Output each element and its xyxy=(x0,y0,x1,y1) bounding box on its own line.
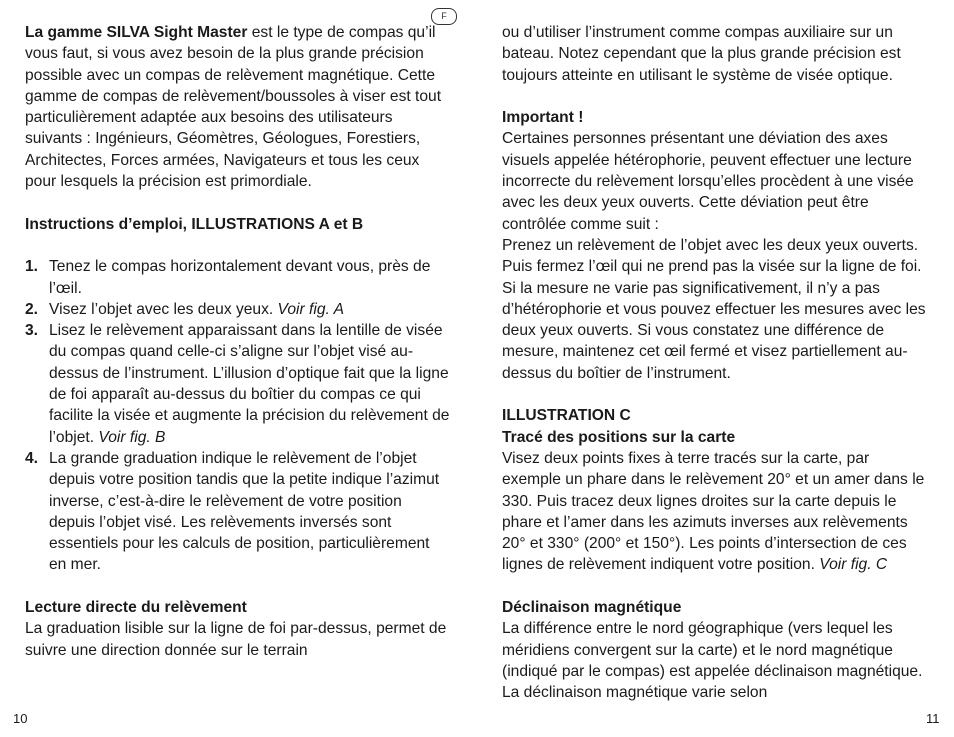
declination-heading: Déclinaison magnétique xyxy=(502,599,682,617)
right-column xyxy=(502,22,932,704)
step-4 xyxy=(25,448,450,576)
declination-text: La différence entre le nord géographique (vers lequel les méridiens convergent sur la carte) et le nord magnétique (indiqué par le compas) est appelée déclinaison magnétique. La déclinaison magnétique varie selon xyxy=(502,620,923,702)
plotting-heading: Tracé des positions sur la carte xyxy=(502,428,736,446)
instruction-steps xyxy=(25,256,450,575)
page-number-left: 10 xyxy=(13,711,28,726)
important-heading: Important ! xyxy=(502,109,584,127)
illustration-c-heading: ILLUSTRATION C xyxy=(502,407,631,425)
step-1 xyxy=(25,256,450,299)
step-text: La grande graduation indique le relèvement de l’objet depuis votre position tandis que la petite indique l’azimut inverse, c’est-à-dire le relèvement de votre position depuis l’objet visé. Les relèvements inversés sont essentiels pour les calculs de position, particulièrement en mer. xyxy=(49,449,440,574)
language-badge: F xyxy=(431,8,457,25)
important-text: Certaines personnes présentant une déviation des axes visuels appelée hétérophorie, peuvent effectuer une lecture incorrecte du relèvement lorsqu’elles procèdent à une visée avec les deux yeux ouverts. Cette déviation peut être contrôlée comme suit : xyxy=(502,130,914,233)
direct-reading-heading: Lecture directe du relèvement xyxy=(25,599,247,617)
instructions-heading: Instructions d’emploi, ILLUSTRATIONS A et B xyxy=(25,215,364,233)
direct-reading-text: La graduation lisible sur la ligne de foi par-dessus, permet de suivre une direction donnée sur le terrain xyxy=(25,620,447,659)
figure-reference: Voir fig. B xyxy=(98,428,166,446)
step-text: Visez l’objet avec les deux yeux. xyxy=(49,300,278,318)
step-text: Lisez le relèvement apparaissant dans la lentille de visée du compas quand celle-ci s’aligne sur l’objet visé au-dessus de l’instrument. L’illusion d’optique fait que la ligne de foi apparaît au-dessus du boîtier du compas ce qui facilite la visée et augmente la précision du relèvement de l’objet. xyxy=(49,322,450,446)
step-3 xyxy=(25,320,450,448)
left-column xyxy=(25,22,450,661)
page-number-right: 11 xyxy=(926,711,940,726)
important-text-2: Prenez un relèvement de l’objet avec les deux yeux ouverts. Puis fermez l’œil qui ne prend pas la visée sur la ligne de foi. Si la mesure ne varie pas significativement, il n’y a pas d’hétérophorie et vous pouvez effectuer les mesures avec les deux yeux ouverts. Si vous constatez une différence de mesure, maintenez cet œil fermé et visez partiellement au-dessus du boîtier de l’instrument. xyxy=(502,236,926,382)
continued-paragraph: ou d’utiliser l’instrument comme compas auxiliaire sur un bateau. Notez cependant que la plus grande précision est toujours atteinte en utilisant le système de visée optique. xyxy=(502,24,901,84)
intro-text: est le type de compas qu’il vous faut, si vous avez besoin de la plus grande précision possible avec un compas de relèvement magnétique. Cette gamme de compas de relèvement/boussoles à viser est tout particulièrement adaptée aux besoins des utilisateurs suivants : Ingénieurs, Géomètres, Géologues, Forestiers, Architectes, Forces armées, Navigateurs et tous les ceux pour lesquels la précision est primordiale. xyxy=(25,24,442,191)
step-number: 1. xyxy=(25,258,39,276)
step-number: 2. xyxy=(25,300,39,318)
figure-reference: Voir fig. C xyxy=(819,556,888,574)
plotting-text: Visez deux points fixes à terre tracés sur la carte, par exemple un phare dans le relèvement 20° et un amer dans le 330. Puis tracez deux lignes droites sur la carte depuis le phare et l’amer dans les azimuts inverses aux relèvements 20° et 330° (200° et 150°). Les points d’intersection de ces lignes de relèvement indiquent votre position. Voir fig. C xyxy=(502,449,925,574)
step-2 xyxy=(25,299,450,320)
step-text: Tenez le compas horizontalement devant vous, près de l’œil. xyxy=(49,258,431,297)
intro-paragraph xyxy=(25,22,450,192)
step-number: 3. xyxy=(25,322,39,340)
figure-reference: Voir fig. A xyxy=(277,300,344,318)
intro-bold: La gamme SILVA Sight Master xyxy=(25,24,248,41)
step-number: 4. xyxy=(25,449,39,467)
